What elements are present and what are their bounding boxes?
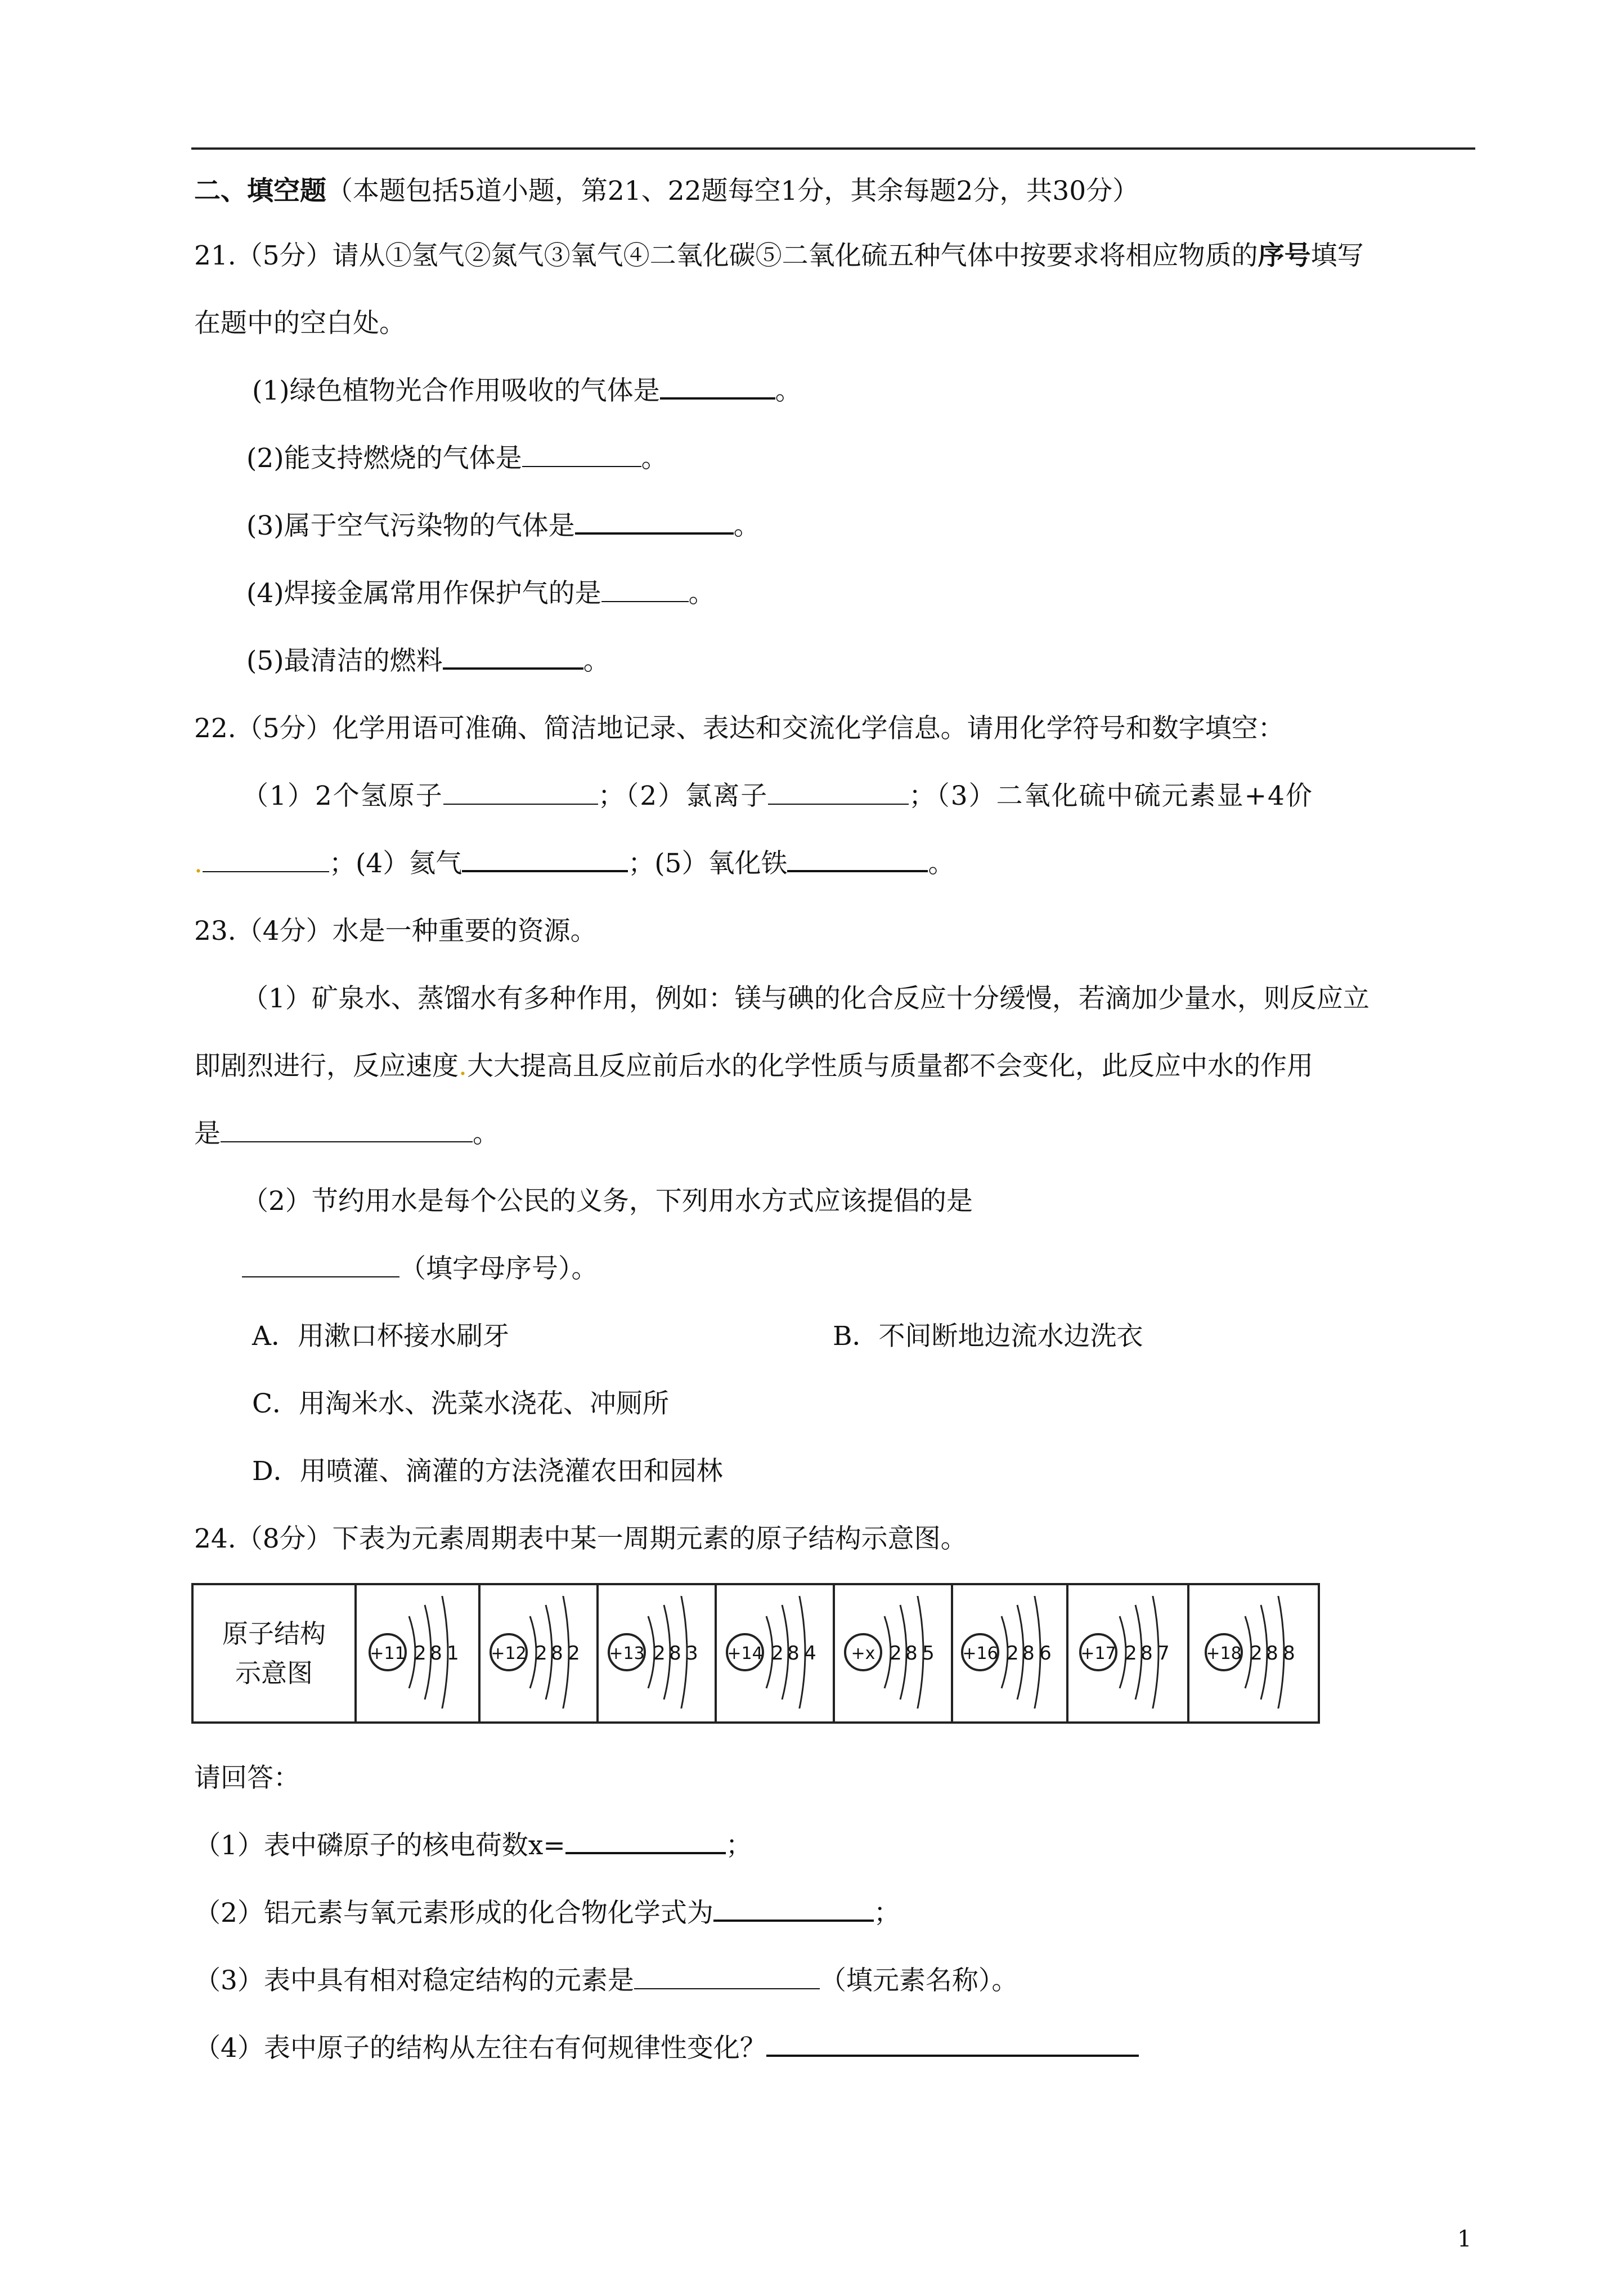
- shell-electron-count-1-3: 1: [447, 1642, 459, 1665]
- atom-cell-5: [834, 1584, 952, 1723]
- nucleus-charge-7: +17: [1080, 1644, 1116, 1663]
- q21-item-3: [246, 509, 760, 543]
- q23-dot-mark: .: [459, 1051, 467, 1082]
- q23-line-2-b: 大大提高且反应前后水的化学性质与质量都不会变化，此反应中水的作用: [466, 1051, 1313, 1082]
- q24-question-1: [194, 1829, 752, 1863]
- q22-answer-blank-5[interactable]: [787, 850, 928, 872]
- shell-electron-count-1-2: 8: [430, 1642, 442, 1665]
- q21-item-1-text: (1)绿色植物光合作用吸收的气体是: [252, 375, 660, 406]
- atom-cell-2: [479, 1584, 598, 1723]
- q23-line-3-text: 是: [194, 1118, 221, 1149]
- q21-stem: [194, 239, 1364, 273]
- q24-question-2-end: ；: [873, 1898, 900, 1929]
- q21-item-2: [246, 442, 668, 476]
- q21-item-3-end: 。: [733, 510, 760, 541]
- shell-electron-count-4-1: 2: [771, 1642, 784, 1665]
- atom-cell-8: [1188, 1584, 1319, 1723]
- q21-answer-blank-4[interactable]: [601, 581, 689, 602]
- shell-electron-count-5-1: 2: [890, 1642, 902, 1665]
- q21-answer-blank-2[interactable]: [522, 446, 641, 467]
- q24-answer-blank-4[interactable]: [766, 2034, 1139, 2057]
- q24-answer-blank-2[interactable]: [713, 1899, 874, 1922]
- atom-diagram-5: [839, 1596, 946, 1708]
- q21-item-4-end: 。: [688, 578, 715, 609]
- q23-line-3-end: 。: [473, 1118, 499, 1149]
- atom-diagram-2: [485, 1596, 592, 1708]
- section-title: 二、填空题: [194, 176, 326, 207]
- q23-line-1: （1）矿泉水、蒸馏水有多种作用，例如：镁与碘的化合反应十分缓慢，若滴加少量水，则反应立: [242, 983, 1369, 1014]
- q21-item-1: [252, 374, 802, 408]
- q23-line-5-text: （填字母序号）。: [399, 1253, 598, 1284]
- atom-diagram-8: [1200, 1596, 1307, 1708]
- q23-option-d: D．用喷灌、滴灌的方法浇灌农田和园林: [252, 1456, 723, 1487]
- q22-answer-blank-4[interactable]: [462, 850, 628, 872]
- q23-line-5: [242, 1252, 598, 1286]
- q24-question-2: [194, 1896, 900, 1930]
- q24-question-3-text: （3）表中具有相对稳定结构的元素是: [194, 1965, 634, 1996]
- q24-ask: 请回答：: [194, 1763, 300, 1793]
- q23-line-2: [194, 1050, 1313, 1083]
- q24-stem: 24.（8分）下表为元素周期表中某一周期元素的原子结构示意图。: [194, 1523, 967, 1554]
- q22-part-5: ；(5）氧化铁: [628, 848, 788, 879]
- shell-electron-count-3-1: 2: [653, 1642, 666, 1665]
- atom-diagram-7: [1075, 1596, 1182, 1708]
- q23-stem: 23.（4分）水是一种重要的资源。: [194, 916, 597, 947]
- q22-line-1: [242, 779, 1313, 813]
- q23-answer-blank-2[interactable]: [242, 1256, 399, 1277]
- table-header-line-2: 示意图: [235, 1658, 313, 1688]
- q22-part-1: （1）2个氢原子: [242, 781, 443, 811]
- q24-question-1-text: （1）表中磷原子的核电荷数x=: [194, 1830, 565, 1861]
- nucleus-charge-3: +13: [609, 1644, 645, 1663]
- section-note: （本题包括5道小题，第21、22题每空1分，其余每题2分，共30分）: [326, 176, 1139, 207]
- shell-electron-count-6-3: 6: [1039, 1642, 1052, 1665]
- q22-answer-blank-1[interactable]: [443, 783, 598, 805]
- q21-stem-line2: 在题中的空白处。: [194, 308, 406, 339]
- q22-answer-blank-2[interactable]: [768, 783, 909, 805]
- shell-electron-count-7-3: 7: [1157, 1642, 1170, 1665]
- q22-end: 。: [928, 848, 955, 879]
- shell-electron-count-5-2: 8: [905, 1642, 918, 1665]
- nucleus-charge-6: +16: [962, 1644, 998, 1663]
- atom-cell-1: [356, 1584, 479, 1723]
- q21-item-1-end: 。: [775, 375, 802, 406]
- nucleus-charge-2: +12: [491, 1644, 527, 1663]
- q24-answer-blank-1[interactable]: [565, 1832, 726, 1854]
- shell-electron-count-4-3: 4: [804, 1642, 816, 1665]
- section-heading: [194, 174, 1139, 208]
- shell-electron-count-8-2: 8: [1266, 1642, 1278, 1665]
- atom-diagram-3: [603, 1596, 710, 1708]
- shell-electron-count-4-2: 8: [787, 1642, 800, 1665]
- q24-question-4-text: （4）表中原子的结构从左往右有何规律性变化？: [194, 2033, 766, 2064]
- q22-dot-mark: .: [194, 848, 203, 879]
- q22-stem: 22.（5分）化学用语可准确、简洁地记录、表达和交流化学信息。请用化学符号和数字填空：: [194, 713, 1285, 744]
- shell-electron-count-1-1: 2: [414, 1642, 426, 1665]
- q22-part-4: ；(4）氦气: [329, 848, 462, 879]
- table-header-line-1: 原子结构: [222, 1618, 326, 1649]
- q21-item-5-text: (5)最清洁的燃料: [246, 645, 443, 676]
- q24-question-1-end: ；: [725, 1830, 752, 1861]
- q21-answer-blank-3[interactable]: [575, 512, 734, 535]
- atom-diagram-6: [957, 1596, 1063, 1708]
- q21-item-2-end: 。: [641, 443, 668, 474]
- q24-answer-blank-3[interactable]: [634, 1968, 820, 1989]
- shell-electron-count-7-2: 8: [1140, 1642, 1153, 1665]
- atom-diagram-1: [364, 1596, 471, 1708]
- shell-electron-count-3-2: 8: [669, 1642, 681, 1665]
- shell-electron-count-2-1: 2: [535, 1642, 547, 1665]
- q23-line-4: （2）节约用水是每个公民的义务，下列用水方式应该提倡的是: [242, 1186, 973, 1217]
- q23-option-a: A．用漱口杯接水刷牙: [252, 1321, 509, 1352]
- nucleus-charge-5: +x: [851, 1644, 875, 1663]
- atom-cell-3: [598, 1584, 716, 1723]
- shell-electron-count-5-3: 5: [922, 1642, 935, 1665]
- nucleus-charge-8: +18: [1206, 1644, 1242, 1663]
- q21-item-3-text: (3)属于空气污染物的气体是: [246, 510, 575, 541]
- q21-answer-blank-1[interactable]: [660, 377, 775, 400]
- q23-answer-blank-1[interactable]: [221, 1121, 473, 1142]
- q24-question-4: [194, 2032, 1139, 2065]
- q24-question-3: [194, 1964, 1018, 1998]
- q22-part-2: ；（2）氯离子: [598, 781, 769, 811]
- q24-question-3-end: （填元素名称）。: [819, 1965, 1018, 1996]
- shell-electron-count-6-1: 2: [1006, 1642, 1019, 1665]
- q23-option-b: B．不间断地边流水边洗衣: [833, 1321, 1143, 1352]
- shell-electron-count-2-2: 8: [551, 1642, 563, 1665]
- atom-diagram-4: [721, 1596, 828, 1708]
- atomic-structure-table: [191, 1583, 1318, 1724]
- shell-electron-count-6-2: 8: [1022, 1642, 1035, 1665]
- atom-cell-7: [1067, 1584, 1188, 1723]
- q21-item-5-end: 。: [583, 645, 610, 676]
- q22-part-3: ；（3）二氧化硫中硫元素显+4价: [909, 781, 1313, 811]
- nucleus-charge-4: +14: [727, 1644, 763, 1663]
- q21-stem-tail: 填写: [1310, 240, 1364, 271]
- q22-line-2: [194, 847, 954, 881]
- shell-electron-count-2-3: 2: [568, 1642, 580, 1665]
- q23-option-c: C．用淘米水、洗菜水浇花、冲厕所: [252, 1388, 669, 1419]
- q21-stem-text: 21.（5分）请从①氢气②氮气③氧气④二氧化碳⑤二氧化硫五种气体中按要求将相应物质的: [194, 240, 1258, 271]
- shell-electron-count-7-1: 2: [1124, 1642, 1137, 1665]
- atom-cell-6: [952, 1584, 1067, 1723]
- table-header-cell: [192, 1584, 356, 1723]
- q21-item-4-text: (4)焊接金属常用作保护气的是: [246, 578, 601, 609]
- shell-electron-count-8-3: 8: [1283, 1642, 1295, 1665]
- q21-answer-blank-5[interactable]: [443, 647, 583, 670]
- q24-question-2-text: （2）铝元素与氧元素形成的化合物化学式为: [194, 1898, 713, 1929]
- atom-cell-4: [716, 1584, 834, 1723]
- q21-stem-bold: 序号: [1258, 240, 1311, 271]
- nucleus-charge-1: +11: [370, 1644, 406, 1663]
- shell-electron-count-3-3: 3: [686, 1642, 698, 1665]
- q21-item-4: [246, 577, 715, 611]
- page-number: 1: [1457, 2226, 1472, 2252]
- shell-electron-count-8-1: 2: [1250, 1642, 1263, 1665]
- q23-line-2-a: 即剧烈进行，反应速度: [194, 1051, 459, 1082]
- q21-item-5: [246, 644, 610, 678]
- q23-line-3: [194, 1117, 499, 1151]
- q22-answer-blank-3[interactable]: [203, 851, 329, 872]
- q21-item-2-text: (2)能支持燃烧的气体是: [246, 443, 522, 474]
- header-rule: [191, 147, 1475, 150]
